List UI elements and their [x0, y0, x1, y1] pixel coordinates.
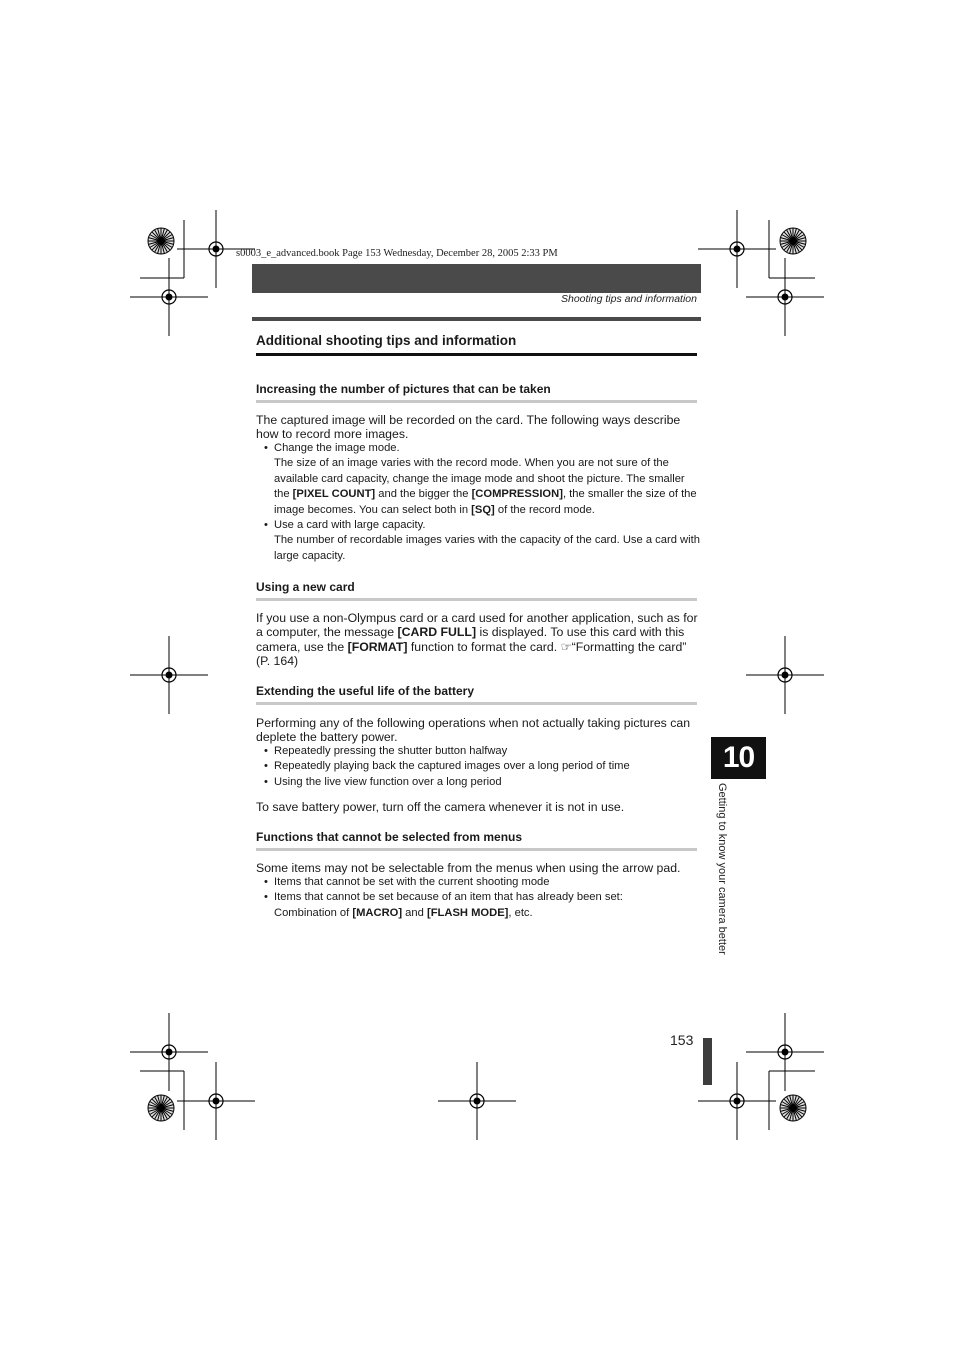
chapter-tab: 10 — [711, 737, 766, 779]
detail-text: , the smaller the size of the image becomes. You can select both in — [274, 488, 697, 516]
list-item-label: Change the image mode. — [274, 442, 400, 454]
list-item-label: Repeatedly pressing the shutter button halfway — [274, 745, 508, 757]
menu-term: [CARD FULL] — [397, 625, 477, 640]
registration-mark-dot — [782, 294, 789, 301]
section-heading: Increasing the number of pictures that can be taken — [256, 382, 551, 396]
bullet-glyph: • — [264, 891, 268, 904]
bullet-list — [264, 744, 701, 790]
bullet-list — [264, 875, 701, 921]
bullet-glyph: • — [264, 775, 268, 788]
menu-term: [PIXEL COUNT] — [292, 488, 376, 501]
registration-mark-dot — [734, 1098, 741, 1105]
body-text: function to format the card. — [407, 639, 561, 654]
menu-term: [COMPRESSION] — [471, 488, 563, 501]
section-heading: Using a new card — [256, 580, 355, 594]
registration-mark-dot — [213, 1098, 220, 1105]
section-heading: Extending the useful life of the battery — [256, 684, 475, 698]
bullet-glyph: • — [264, 745, 268, 757]
title-rule — [256, 353, 697, 356]
reference-icon: ☞ — [560, 639, 572, 654]
list-item — [264, 441, 701, 518]
list-item-label: Items that cannot be set because of an item that has already been set: — [274, 891, 623, 904]
detail-text: and the bigger the — [375, 488, 472, 501]
list-item — [264, 744, 701, 759]
body-text: If you use a non-Olympus card or a card used for another application, such as for a computer, the message — [256, 611, 698, 640]
section-rule — [256, 848, 697, 851]
section-rule — [256, 400, 697, 403]
list-item-label: Repeatedly playing back the captured images over a long period of time — [274, 760, 630, 773]
registration-mark-dot — [213, 246, 220, 253]
registration-mark-dot — [166, 294, 173, 301]
list-item — [264, 890, 701, 921]
list-item-detail — [274, 906, 701, 921]
registration-mark-dot — [166, 1049, 173, 1056]
page-title: Additional shooting tips and information — [256, 333, 517, 348]
list-item — [264, 518, 701, 564]
list-item-detail — [274, 456, 701, 518]
bullet-glyph: • — [264, 876, 268, 888]
list-item — [264, 759, 701, 774]
detail-text: and — [402, 906, 427, 919]
section-rule — [256, 598, 697, 601]
page-reference: “Formatting the card” (P. 164) — [256, 639, 687, 669]
header-bar — [252, 264, 701, 293]
page-number: 153 — [670, 1032, 694, 1048]
detail-text: Combination of — [274, 906, 353, 919]
registration-mark-dot — [166, 672, 173, 679]
section-intro: Some items may not be selectable from the menus when using the arrow pad. — [256, 861, 681, 875]
chapter-title: Getting to know your camera better — [716, 783, 728, 955]
bullet-glyph: • — [264, 760, 268, 773]
body-text: is displayed. To use this card with this camera, use the — [256, 625, 685, 654]
menu-term: [FORMAT] — [347, 639, 408, 654]
section-text — [256, 611, 701, 669]
header-rule — [252, 317, 701, 321]
page-number-bar — [703, 1038, 712, 1085]
registration-mark-dot — [782, 1049, 789, 1056]
section-rule — [256, 702, 697, 705]
menu-term: [FLASH MODE] — [426, 906, 509, 919]
detail-text: of the record mode. — [494, 503, 595, 516]
registration-mark-dot — [474, 1098, 481, 1105]
list-item — [264, 875, 701, 890]
bullet-glyph: • — [264, 519, 268, 532]
menu-term: [MACRO] — [352, 906, 403, 919]
registration-mark-dot — [734, 246, 741, 253]
section-outro: To save battery power, turn off the camera whenever it is not in use. — [256, 800, 625, 814]
section-heading: Functions that cannot be selected from menus — [256, 830, 523, 844]
section-intro: The captured image will be recorded on the card. The following ways describe how to record more images. — [256, 413, 681, 442]
menu-term: [SQ] — [471, 503, 495, 516]
list-item — [264, 775, 701, 790]
book-info: s0003_e_advanced.book Page 153 Wednesday, December 28, 2005 2:33 PM — [236, 248, 558, 259]
registration-mark-dot — [782, 672, 789, 679]
list-item-label: Items that cannot be set with the current shooting mode — [274, 876, 550, 888]
section-intro: Performing any of the following operations when not actually taking pictures can deplete the battery power. — [256, 716, 691, 745]
detail-text: The size of an image varies with the record mode. When you are not sure of the available card capacity, change the image mode and shoot the picture. The smaller the — [274, 457, 685, 501]
bullet-glyph: • — [264, 442, 268, 454]
list-item-label: Using the live view function over a long period — [274, 775, 502, 788]
list-item-detail: The number of recordable images varies with the capacity of the card. Use a card with large capacity. — [274, 534, 700, 562]
running-title: Shooting tips and information — [560, 293, 697, 305]
list-item-label: Use a card with large capacity. — [274, 519, 426, 532]
detail-text: , etc. — [508, 906, 533, 919]
bullet-list — [264, 441, 701, 564]
